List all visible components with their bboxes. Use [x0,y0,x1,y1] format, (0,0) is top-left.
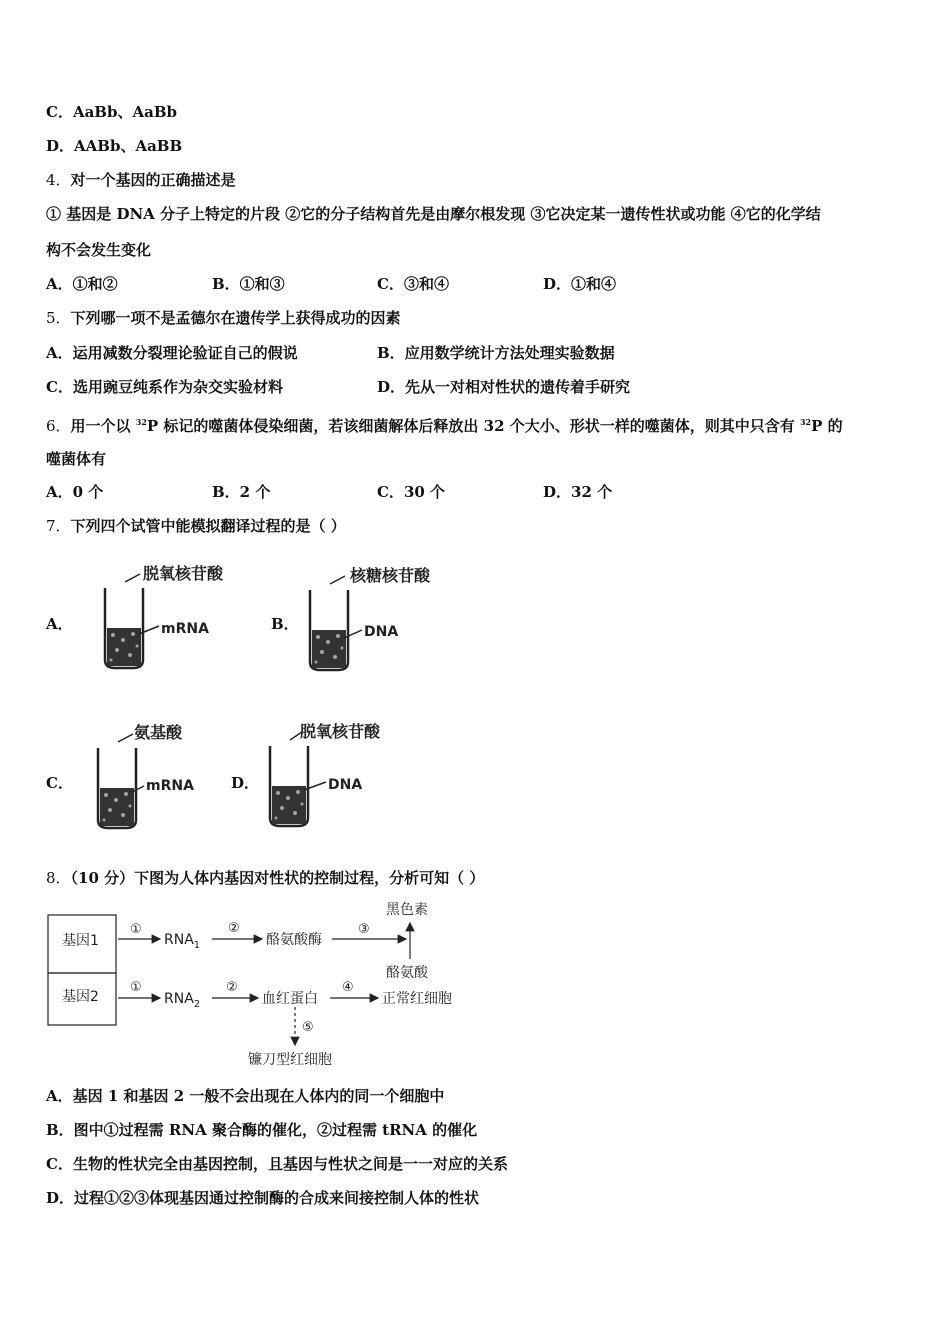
q4-number: 4． [46,171,71,189]
step2-label-row1: ② [228,921,240,936]
q8-option-c: C．生物的性状完全由基因控制，且基因与性状之间是一一对应的关系 [46,1155,508,1173]
q5-option-c: C．选用豌豆纯系作为杂交实验材料 [46,378,283,396]
step1-label-row2: ① [130,980,142,995]
q5-option-a: A．运用减数分裂理论验证自己的假说 [46,344,298,362]
q6-number: 6． [46,417,71,435]
q7-text: 下列四个试管中能模拟翻译过程的是（ ） [70,517,346,535]
step4-label: ④ [342,980,354,995]
q6-option-b: B．2 个 [212,483,271,501]
tube-c-top-label: 氨基酸 [134,723,183,742]
q7-number: 7． [46,517,71,535]
q4-option-c: C．③和④ [377,275,449,293]
tube-a-top-label: 脱氧核苷酸 [143,564,224,583]
test-tube-d-figure [260,718,430,833]
tube-c-side-label: mRNA [146,778,194,794]
q5-stem [46,308,401,328]
q6-stem [46,412,843,436]
q7-option-d-label: D． [231,774,260,792]
q5-number: 5． [46,309,71,327]
rna2-label: $RNA_2$ [164,991,201,1010]
q6-sup-1: 32 [135,417,147,427]
melanin-label: 黑色素 [386,902,428,918]
q8-stem [46,868,484,888]
q4-desc-line2: 构不会发生变化 [46,241,152,259]
q8-option-b: B．图中①过程需 RNA 聚合酶的催化，②过程需 tRNA 的催化 [46,1121,478,1139]
q7-stem [46,516,346,536]
q8-option-d: D．过程①②③体现基因通过控制酶的合成来间接控制人体的性状 [46,1189,480,1207]
test-tube-a-figure [95,560,265,675]
q6-text-b: P 标记的噬菌体侵染细菌，若该细菌解体后释放出 32 个大小、形状一样的噬菌体，则其中只含有 [146,417,800,435]
step3-label: ③ [358,922,370,937]
tube-a-side-label: mRNA [161,621,209,637]
q7-option-b-label: B． [271,615,299,633]
gene2-label: 基因2 [62,989,99,1005]
gene1-label: 基因1 [62,933,99,949]
q8-number: 8． [46,869,71,887]
hemoglobin-label: 血红蛋白 [262,991,318,1007]
tube-d-top-label: 脱氧核苷酸 [300,722,381,741]
q6-option-c: C．30 个 [377,483,446,501]
q3-option-d: D．AABb、AaBB [46,137,183,155]
tyrosine-label: 酪氨酸 [386,965,428,981]
q6-stem-line2: 噬菌体有 [46,450,107,468]
q5-option-d: D．先从一对相对性状的遗传着手研究 [377,378,631,396]
q7-option-a-label: A． [46,615,73,633]
gene-control-diagram [40,895,480,1075]
q6-text-a: 用一个以 [70,417,136,435]
q4-option-d: D．①和④ [543,275,617,293]
q6-sup-2: 32 [799,417,812,427]
q4-option-b: B．①和③ [212,275,285,293]
step1-label-row1: ① [130,922,142,937]
test-tube-c-figure [88,720,238,835]
q5-text: 下列哪一项不是孟德尔在遗传学上获得成功的因素 [70,309,401,327]
tube-b-top-label: 核糖核苷酸 [350,566,431,585]
q7-option-c-label: C． [46,774,73,792]
step2-label-row2: ② [226,980,238,995]
q8-text: （10 分）下图为人体内基因对性状的控制过程，分析可知（ ） [70,869,485,887]
tube-d-side-label: DNA [328,777,363,793]
q6-option-a: A．0 个 [46,483,104,501]
step5-label: ⑤ [302,1020,314,1035]
q3-option-c: C．AaBb、AaBb [46,103,177,121]
normal-rbc-label: 正常红细胞 [382,991,452,1007]
sickle-rbc-label: 镰刀型红细胞 [248,1052,332,1068]
q5-option-b: B．应用数学统计方法处理实验数据 [377,344,615,362]
q4-desc-line1: ① 基因是 DNA 分子上特定的片段 ②它的分子结构首先是由摩尔根发现 ③它决定某一遗传性状或功能 ④它的化学结 [46,205,821,223]
q4-option-a: A．①和② [46,275,118,293]
rna1-label: $RNA_1$ [164,932,201,951]
q6-text-c: P 的 [811,417,843,435]
q8-option-a: A．基因 1 和基因 2 一般不会出现在人体内的同一个细胞中 [46,1087,445,1105]
tyrosinase-label: 酪氨酸酶 [266,932,322,948]
test-tube-b-figure [300,562,470,677]
q6-option-d: D．32 个 [543,483,613,501]
q4-stem [46,170,236,190]
q4-text: 对一个基因的正确描述是 [70,171,236,189]
tube-b-side-label: DNA [364,624,399,640]
